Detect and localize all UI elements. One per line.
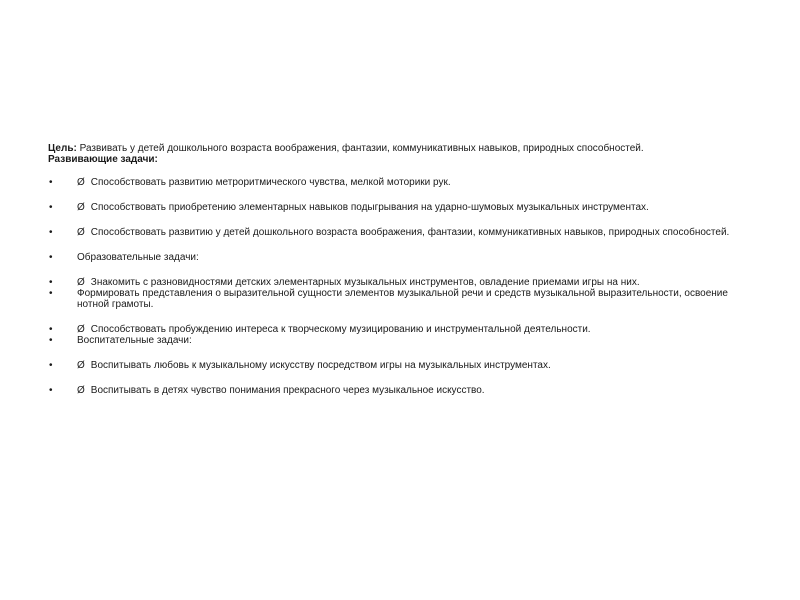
list-item	[48, 202, 760, 213]
arrow-bullet-icon: Ø	[77, 277, 85, 288]
list-item	[48, 277, 760, 288]
list-item-text: Способствовать развитию у детей дошкольного возраста воображения, фантазии, коммуникативных навыков, природных способностей.	[90, 227, 730, 238]
arrow-bullet-icon: Ø	[77, 360, 85, 371]
educational-tasks-heading: Образовательные задачи:	[77, 252, 199, 263]
list-item-text: Способствовать приобретению элементарных навыков подыгрывания на ударно-шумовых музыкальных инструментах.	[90, 202, 649, 213]
list-item-text: Знакомить с разновидностями детских элементарных музыкальных инструментов, овладение приемами игры на них.	[90, 277, 640, 288]
goal-line	[48, 143, 760, 154]
slide-text-content	[48, 143, 760, 396]
bullet-icon: •	[49, 288, 53, 299]
bullet-icon: •	[49, 277, 53, 288]
list-item	[48, 227, 760, 238]
bullet-icon: •	[49, 324, 53, 335]
list-item-text: Способствовать пробуждению интереса к творческому музицированию и инструментальной деятельности.	[90, 324, 591, 335]
upbringing-tasks-heading: Воспитательные задачи:	[77, 335, 192, 346]
bullet-icon: •	[49, 385, 53, 396]
list-item	[48, 252, 760, 263]
bullet-icon: •	[49, 202, 53, 213]
arrow-bullet-icon: Ø	[77, 227, 85, 238]
bullet-icon: •	[49, 335, 53, 346]
arrow-bullet-icon: Ø	[77, 202, 85, 213]
list-item	[48, 177, 760, 188]
list-item-text: Воспитывать в детях чувство понимания прекрасного через музыкальное искусство.	[90, 385, 485, 396]
list-item	[48, 324, 760, 335]
arrow-bullet-icon: Ø	[77, 385, 85, 396]
bullet-icon: •	[49, 177, 53, 188]
arrow-bullet-icon: Ø	[77, 324, 85, 335]
list-item	[48, 385, 760, 396]
bullet-icon: •	[49, 252, 53, 263]
list-item	[48, 288, 760, 310]
bullet-icon: •	[49, 360, 53, 371]
list-item-text: Формировать представления о выразительной сущности элементов музыкальной речи и средств музыкальной выразительности, освоение нотной грамоты.	[77, 288, 728, 310]
list-item-text: Способствовать развитию метроритмического чувства, мелкой моторики рук.	[90, 177, 451, 188]
list-item-text: Воспитывать любовь к музыкальному искусству посредством игры на музыкальных инструментах.	[90, 360, 551, 371]
arrow-bullet-icon: Ø	[77, 177, 85, 188]
goal-label: Цель:	[48, 143, 77, 154]
list-item	[48, 335, 760, 346]
bullet-icon: •	[49, 227, 53, 238]
task-list	[48, 177, 760, 396]
list-item	[48, 360, 760, 371]
goal-text: Развивать у детей дошкольного возраста воображения, фантазии, коммуникативных навыков, природных способностей.	[76, 143, 644, 154]
developmental-tasks-heading: Развивающие задачи:	[48, 154, 158, 165]
